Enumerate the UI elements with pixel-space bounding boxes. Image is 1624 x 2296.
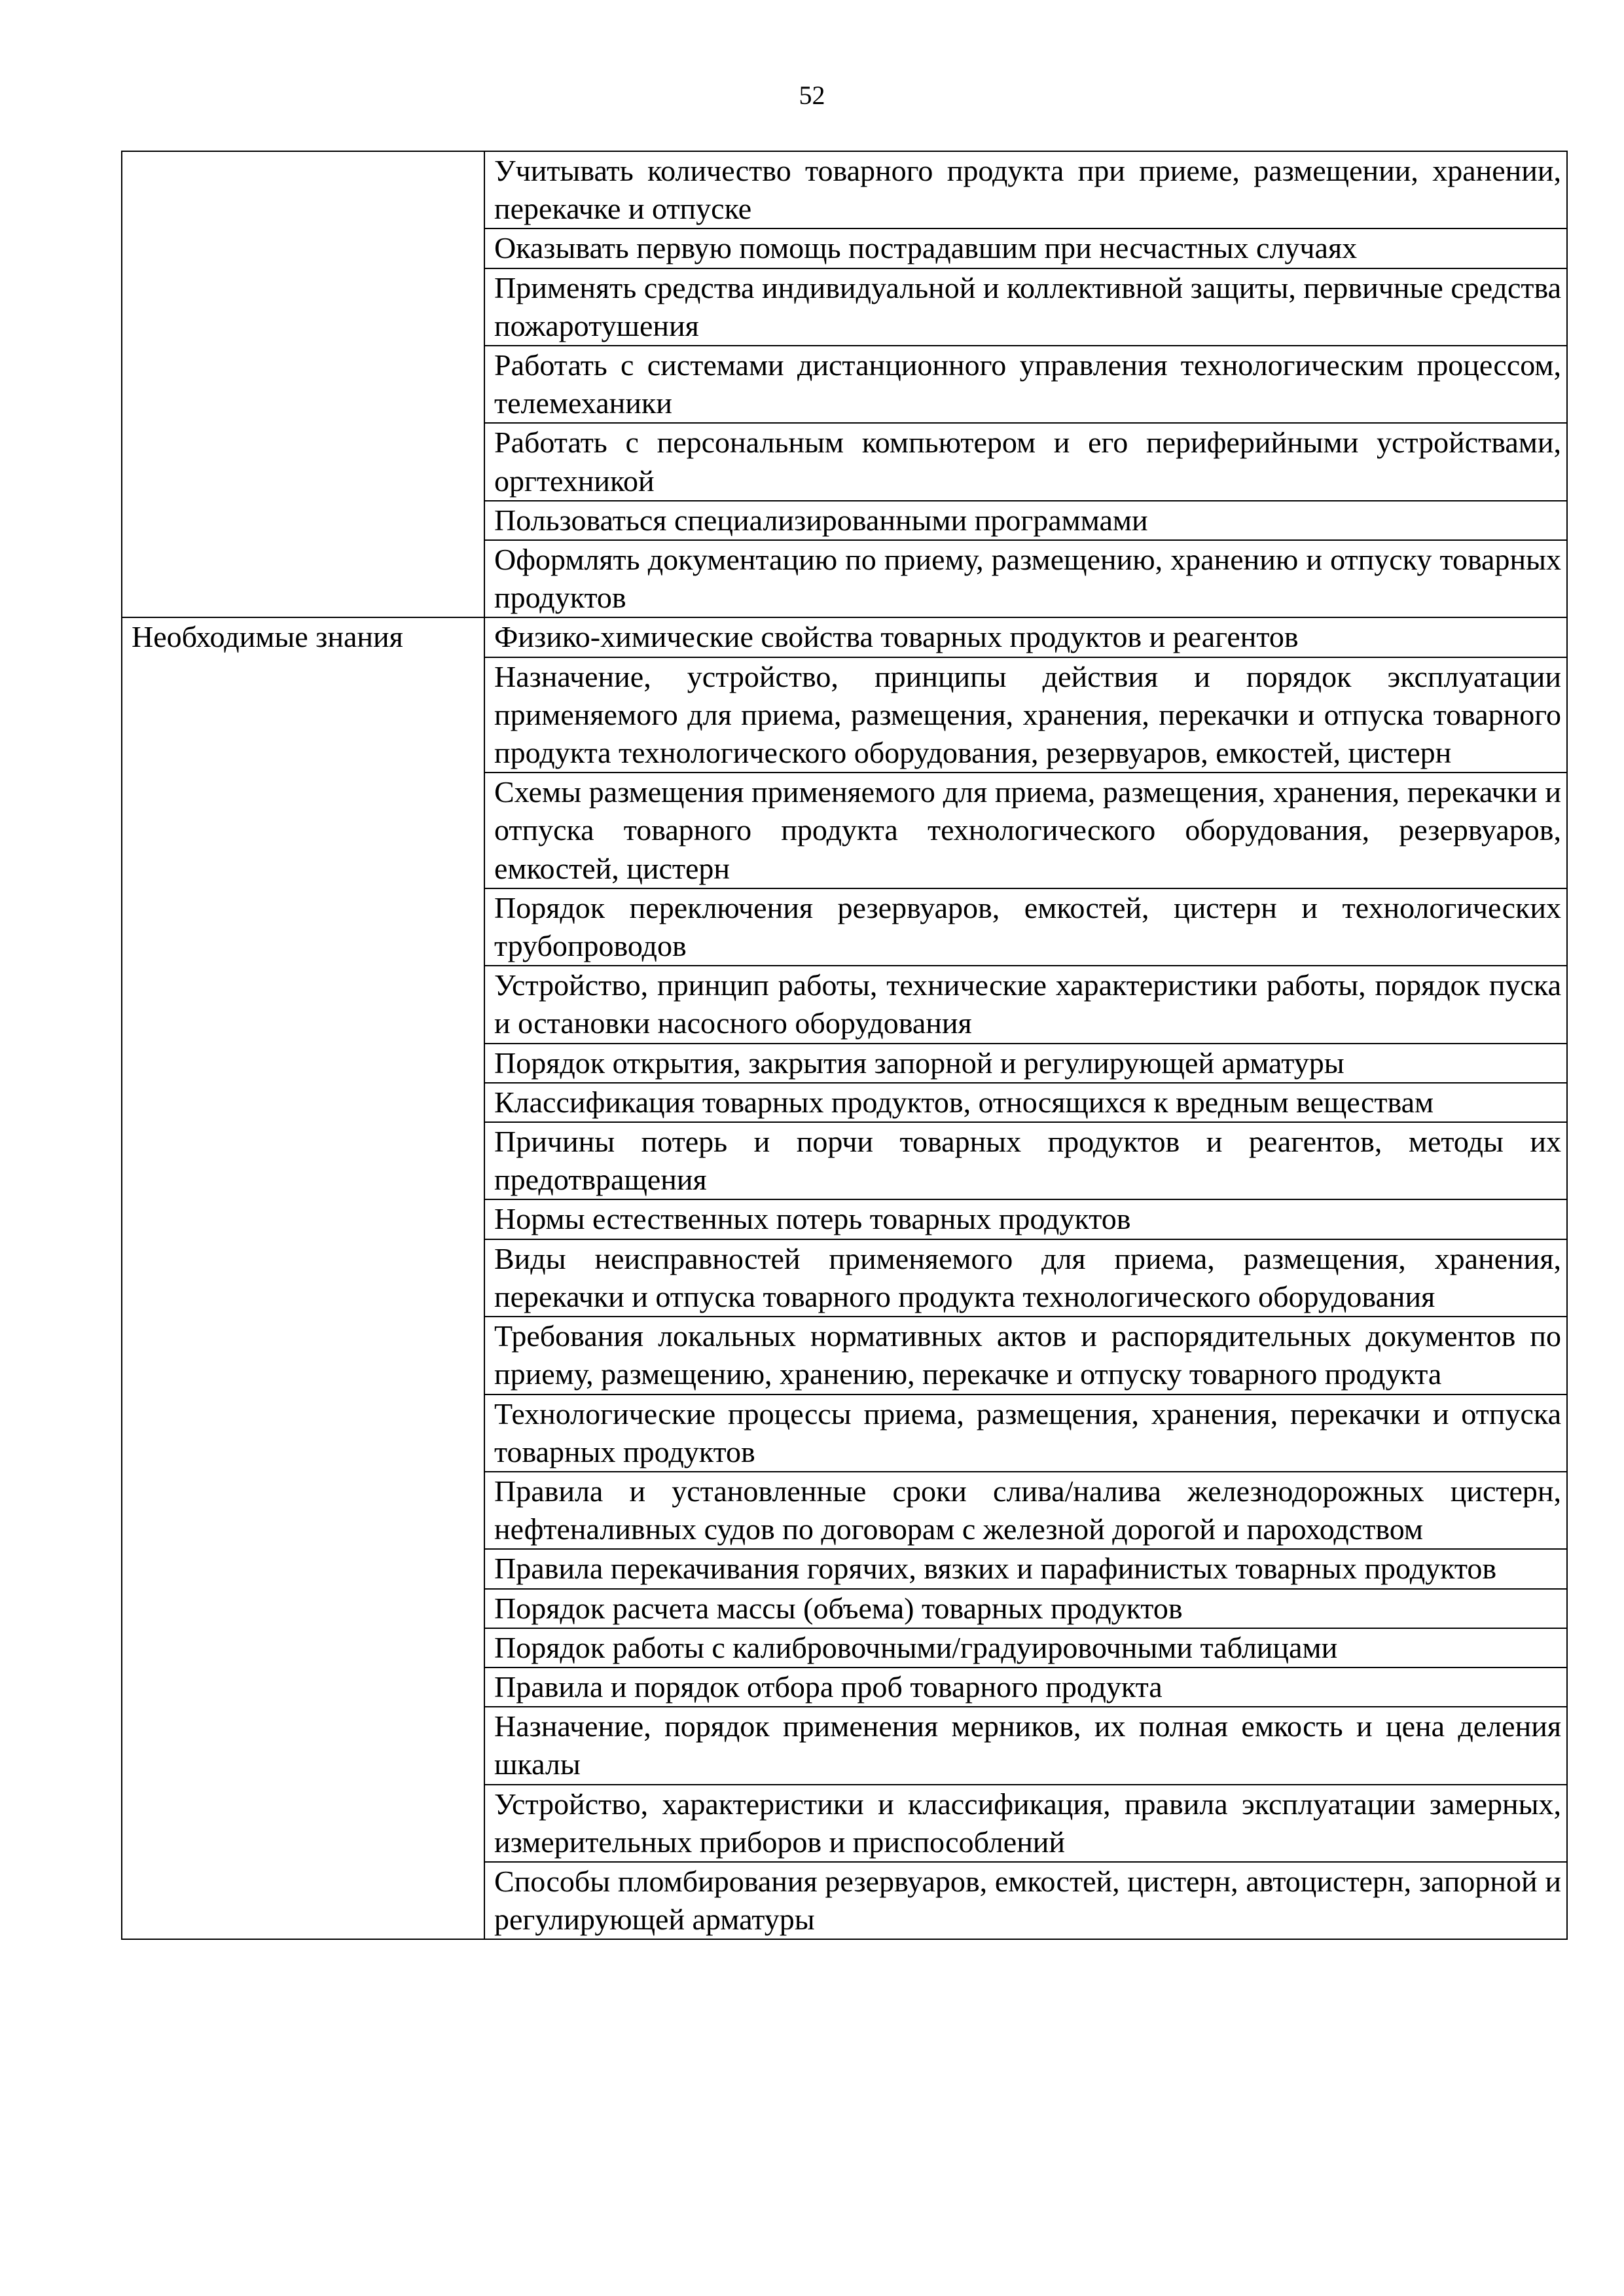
requirement-item: Устройство, принцип работы, технические характеристики работы, порядок пуска и остановки насосного оборудования bbox=[484, 966, 1567, 1043]
section-label-continuation bbox=[122, 888, 484, 966]
section-label-continuation bbox=[122, 1044, 484, 1083]
requirement-item: Нормы естественных потерь товарных продуктов bbox=[484, 1199, 1567, 1239]
section-label-continuation bbox=[122, 1628, 484, 1667]
table-row bbox=[122, 540, 1567, 617]
requirement-item: Правила перекачивания горячих, вязких и парафинистых товарных продуктов bbox=[484, 1549, 1567, 1588]
section-label-continuation bbox=[122, 1122, 484, 1199]
section-label-continuation bbox=[122, 268, 484, 346]
table-row bbox=[122, 1667, 1567, 1707]
requirement-item: Правила и порядок отбора проб товарного продукта bbox=[484, 1667, 1567, 1707]
section-label-continuation bbox=[122, 228, 484, 268]
table-row bbox=[122, 617, 1567, 657]
section-label-continuation bbox=[122, 1549, 484, 1588]
requirement-item: Назначение, порядок применения мерников, их полная емкость и цена деления шкалы bbox=[484, 1707, 1567, 1784]
table-row bbox=[122, 1589, 1567, 1628]
table-row bbox=[122, 1628, 1567, 1667]
requirement-item: Оказывать первую помощь пострадавшим при несчастных случаях bbox=[484, 228, 1567, 268]
competency-table-body bbox=[122, 151, 1567, 1939]
section-label-continuation bbox=[122, 657, 484, 773]
requirement-item: Физико-химические свойства товарных продуктов и реагентов bbox=[484, 617, 1567, 657]
section-label-continuation bbox=[122, 1707, 484, 1784]
section-label-continuation bbox=[122, 1785, 484, 1862]
section-label-continuation bbox=[122, 1394, 484, 1472]
table-row bbox=[122, 1472, 1567, 1549]
table-row bbox=[122, 966, 1567, 1043]
requirement-item: Порядок переключения резервуаров, емкостей, цистерн и технологических трубопроводов bbox=[484, 888, 1567, 966]
table-row bbox=[122, 1707, 1567, 1784]
requirement-item: Требования локальных нормативных актов и распорядительных документов по приему, размещению, хранению, перекачке и отпуску товарного продукта bbox=[484, 1317, 1567, 1394]
requirement-item: Устройство, характеристики и классификация, правила эксплуатации замерных, измерительных приборов и приспособлений bbox=[484, 1785, 1567, 1862]
requirement-item: Назначение, устройство, принципы действия и порядок эксплуатации применяемого для приема, размещения, хранения, перекачки и отпуска товарного продукта технологического оборудования, резервуаров, емкостей, цистерн bbox=[484, 657, 1567, 773]
table-row bbox=[122, 423, 1567, 500]
section-label-continuation bbox=[122, 346, 484, 423]
requirement-item: Схемы размещения применяемого для приема, размещения, хранения, перекачки и отпуска товарного продукта технологического оборудования, резервуаров, емкостей, цистерн bbox=[484, 773, 1567, 888]
table-row bbox=[122, 1122, 1567, 1199]
table-row bbox=[122, 268, 1567, 346]
requirement-item: Работать с персональным компьютером и его периферийными устройствами, оргтехникой bbox=[484, 423, 1567, 500]
table-row bbox=[122, 1044, 1567, 1083]
requirement-item: Причины потерь и порчи товарных продуктов и реагентов, методы их предотвращения bbox=[484, 1122, 1567, 1199]
requirement-item: Классификация товарных продуктов, относящихся к вредным веществам bbox=[484, 1083, 1567, 1122]
section-label-continuation bbox=[122, 1317, 484, 1394]
section-label-continuation bbox=[122, 423, 484, 500]
section-label-continuation bbox=[122, 1083, 484, 1122]
section-label-continuation bbox=[122, 1862, 484, 1939]
table-row bbox=[122, 1083, 1567, 1122]
table-row bbox=[122, 1199, 1567, 1239]
table-row bbox=[122, 888, 1567, 966]
table-row bbox=[122, 228, 1567, 268]
requirement-item: Применять средства индивидуальной и коллективной защиты, первичные средства пожаротушения bbox=[484, 268, 1567, 346]
requirement-item: Порядок работы с калибровочными/градуировочными таблицами bbox=[484, 1628, 1567, 1667]
table-row bbox=[122, 346, 1567, 423]
table-row bbox=[122, 151, 1567, 228]
table-row bbox=[122, 1862, 1567, 1939]
requirement-item: Технологические процессы приема, размещения, хранения, перекачки и отпуска товарных продуктов bbox=[484, 1394, 1567, 1472]
section-label bbox=[122, 151, 484, 228]
requirement-item: Способы пломбирования резервуаров, емкостей, цистерн, автоцистерн, запорной и регулирующей арматуры bbox=[484, 1862, 1567, 1939]
table-row bbox=[122, 1239, 1567, 1317]
section-label-continuation bbox=[122, 966, 484, 1043]
table-row bbox=[122, 1317, 1567, 1394]
requirement-item: Учитывать количество товарного продукта при приеме, размещении, хранении, перекачке и отпуске bbox=[484, 151, 1567, 228]
competency-table bbox=[121, 151, 1568, 1940]
table-row bbox=[122, 773, 1567, 888]
requirement-item: Оформлять документацию по приему, размещению, хранению и отпуску товарных продуктов bbox=[484, 540, 1567, 617]
section-label-continuation bbox=[122, 773, 484, 888]
table-row bbox=[122, 1394, 1567, 1472]
requirement-item: Порядок открытия, закрытия запорной и регулирующей арматуры bbox=[484, 1044, 1567, 1083]
requirement-item: Правила и установленные сроки слива/налива железнодорожных цистерн, нефтеналивных судов по договорам с железной дорогой и пароходством bbox=[484, 1472, 1567, 1549]
section-label: Необходимые знания bbox=[122, 617, 484, 657]
section-label-continuation bbox=[122, 1589, 484, 1628]
section-label-continuation bbox=[122, 1667, 484, 1707]
requirement-item: Пользоваться специализированными программами bbox=[484, 501, 1567, 540]
table-row bbox=[122, 1549, 1567, 1588]
section-label-continuation bbox=[122, 1472, 484, 1549]
requirement-item: Работать с системами дистанционного управления технологическим процессом, телемеханики bbox=[484, 346, 1567, 423]
requirement-item: Виды неисправностей применяемого для приема, размещения, хранения, перекачки и отпуска товарного продукта технологического оборудования bbox=[484, 1239, 1567, 1317]
section-label-continuation bbox=[122, 540, 484, 617]
section-label-continuation bbox=[122, 501, 484, 540]
page-number: 52 bbox=[799, 81, 825, 110]
requirement-item: Порядок расчета массы (объема) товарных продуктов bbox=[484, 1589, 1567, 1628]
table-row bbox=[122, 1785, 1567, 1862]
table-row bbox=[122, 501, 1567, 540]
section-label-continuation bbox=[122, 1199, 484, 1239]
table-row bbox=[122, 657, 1567, 773]
section-label-continuation bbox=[122, 1239, 484, 1317]
